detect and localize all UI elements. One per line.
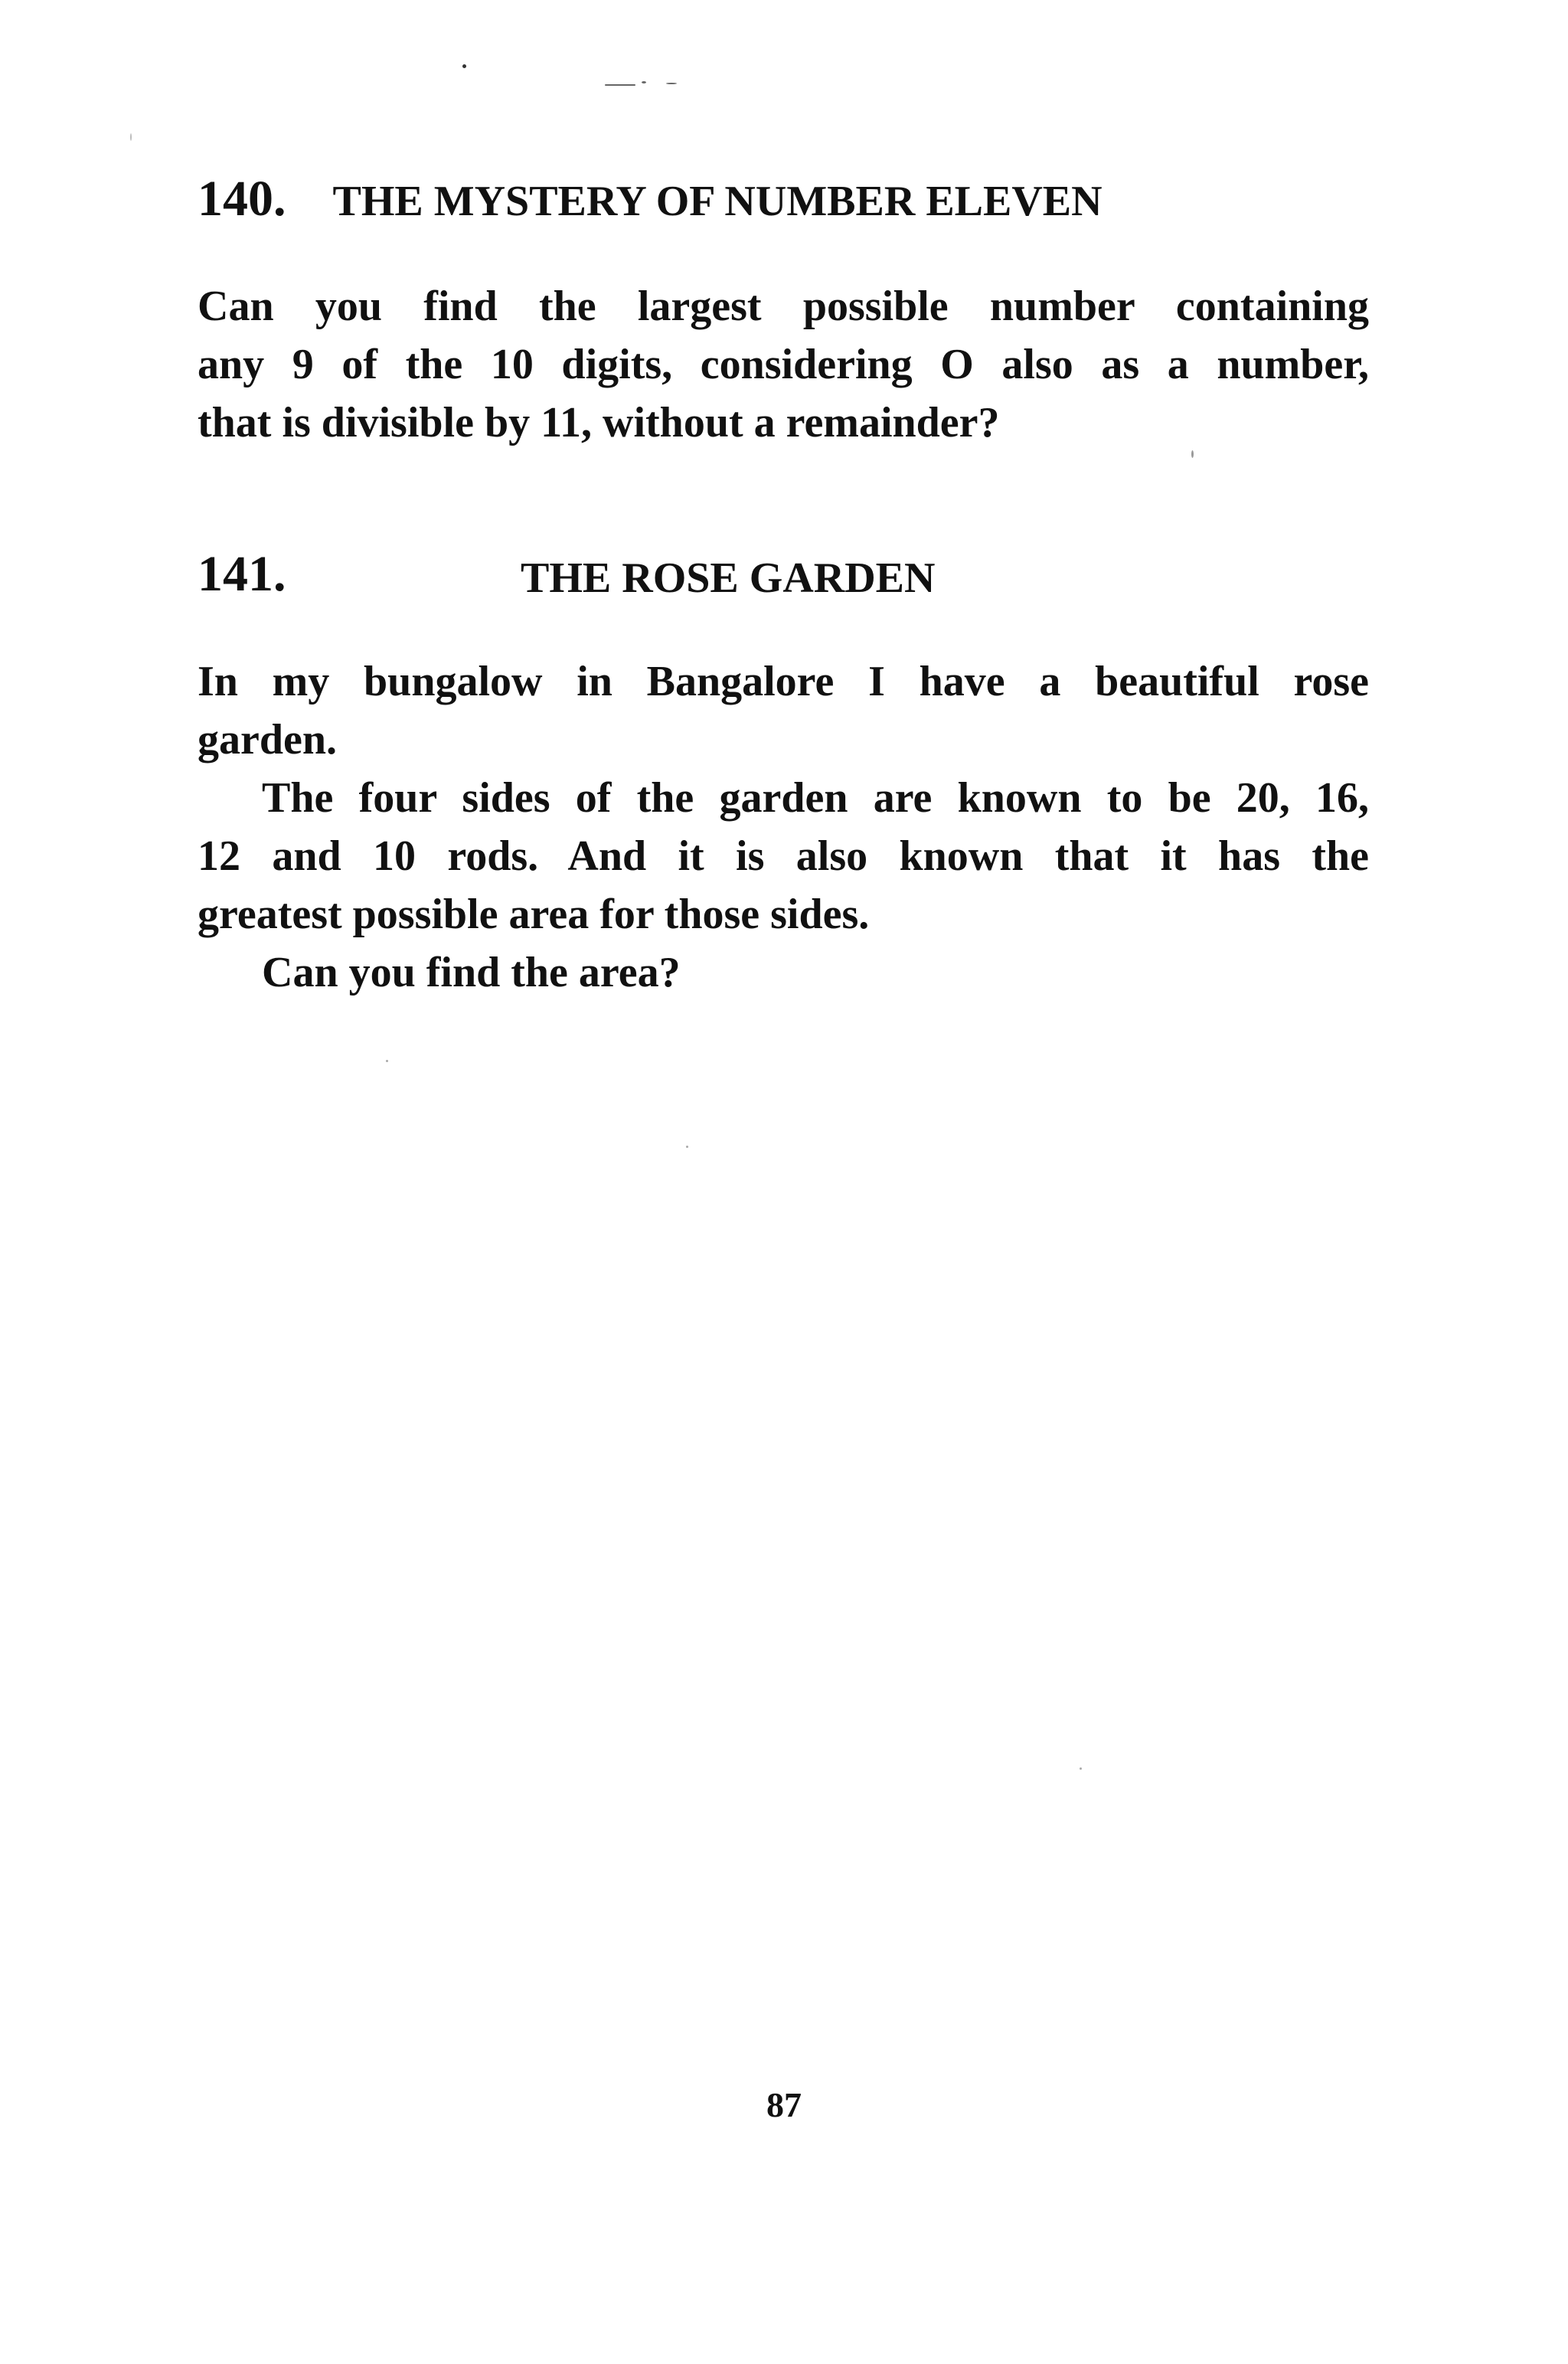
text-line: that is divisible by 11, without a remainder? <box>198 399 1000 446</box>
puzzle-140-title: THE MYSTERY OF NUMBER ELEVEN <box>332 178 1102 225</box>
scan-mark <box>642 81 646 83</box>
puzzle-140-text <box>198 277 1369 452</box>
page-number: 87 <box>766 2085 802 2124</box>
text-line: greatest possible area for those sides. <box>198 891 870 938</box>
puzzle-140-number: 140. <box>198 171 286 227</box>
puzzle-141-heading <box>198 545 286 603</box>
puzzle-141-title: THE ROSE GARDEN <box>521 554 936 602</box>
scan-mark <box>130 133 132 141</box>
scan-mark <box>386 1060 388 1062</box>
text-line: any 9 of the 10 digits, considering O also as a number, <box>198 341 1369 388</box>
puzzle-141-title-wrap <box>521 550 935 604</box>
puzzle-141-paragraph-3 <box>198 943 1369 1002</box>
text-line: Can you find the area? <box>262 949 681 996</box>
puzzle-141-number: 141. <box>198 546 286 602</box>
text-line: 12 and 10 rods. And it is also known that it has the <box>198 832 1369 880</box>
scan-mark <box>1191 450 1194 458</box>
text-line: Can you find the largest possible number containing <box>198 283 1369 330</box>
text-line: garden. <box>198 716 337 763</box>
scan-mark <box>1080 1767 1082 1770</box>
scan-mark <box>605 84 635 86</box>
puzzle-141-paragraph-1 <box>198 652 1369 769</box>
text-line: In my bungalow in Bangalore I have a beautiful rose <box>198 658 1369 705</box>
puzzle-140-heading <box>198 170 1102 228</box>
scan-mark <box>666 83 677 84</box>
text-line: The four sides of the garden are known to be 20, 16, <box>262 774 1369 822</box>
puzzle-141-paragraph-2 <box>198 769 1369 943</box>
scan-mark <box>462 64 466 68</box>
scan-mark <box>686 1146 688 1148</box>
